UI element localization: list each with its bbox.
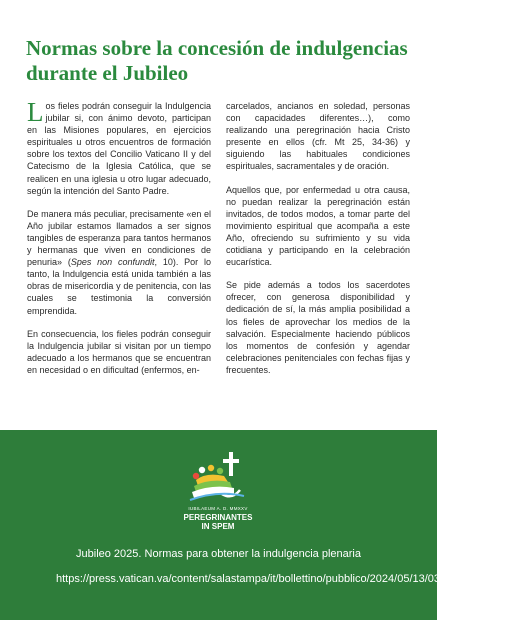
paragraph-2-text-a: De manera más peculiar, precisamente «en el Año jubilar estamos llamados a ser signos tangibles de esperanza para tantos hermanos y hermanas que viven en condiciones de penuria» ( (27, 208, 211, 268)
jubilee-logo-icon (178, 450, 258, 506)
paragraph-1 (27, 97, 211, 197)
dropcap-letter: L (27, 97, 44, 127)
logo-line-2: IN SPEM (201, 522, 235, 531)
logo-line-1: PEREGRINANTES (183, 513, 253, 522)
page-title: Normas sobre la concesión de indulgencias durante el Jubileo (26, 36, 408, 85)
right-column (226, 100, 410, 387)
citation-title: Spes non confundit (70, 257, 155, 268)
paragraph-3: En consecuencia, los fieles podrán conseguir la Indulgencia jubilar si visitan por un tiempo adecuado a los hermanos que se encuentran en necesidad o en dificultad (enfermos, en- (27, 328, 211, 375)
paragraph-2 (27, 208, 211, 317)
left-column (27, 97, 211, 387)
logo-main-text (178, 513, 258, 531)
paragraph-6: Se pide además a todos los sacerdotes ofrecer, con generosa disponibilidad y dedicación de sí, la más amplia posibilidad a los fieles de aprovechar los medios de la salvación. Especialmente haciendo públicos los momentos de confesión y agendar celebraciones penitenciales con fechas fijas y frecuentes. (226, 280, 410, 375)
logo-small-text: IUBILAEUM A. D. MMXXV (188, 506, 248, 511)
paragraph-4: carcelados, ancianos en soledad, personas con capacidades diferentes…), como realizando una peregrinación hacia Cristo presente en ellos (cfr. Mt 25, 34-36) y siguiendo las habituales condiciones espirituales, sacramentales y de oración. (226, 101, 410, 172)
footer-band (0, 430, 527, 620)
paragraph-1-text: os fieles podrán conseguir la Indulgencia jubilar si, con ánimo devoto, participan en las Misiones populares, en ejercicios espirituales u otros encuentros de formación sobre los textos del Concilio Vaticano II y del Catecismo de la Iglesia Católica, que se realicen en una iglesia u otro lugar adecuado, según la intención del Santo Padre. (27, 101, 211, 196)
footer-caption: Jubileo 2025. Normas para obtener la indulgencia plenaria (76, 548, 361, 560)
paragraph-5: Aquellos que, por enfermedad u otra causa, no puedan realizar la peregrinación están invitados, de todos modos, a tomar parte del movimiento espiritual que acompaña a este Año, ofreciendo su sufrimiento y su vida cotidiana y participando en la celebración eucarística. (226, 184, 410, 268)
jubilee-logo (178, 450, 258, 542)
paragraph-2-text-b: , 10). Por lo tanto, la Indulgencia está unida también a las obras de misericordia y de penitencia, con las cuales se testimonia la conversión emprendida. (27, 257, 211, 316)
source-link[interactable]: https://press.vatican.va/content/salastampa/it/bollettino/pubblico/2024/05/13/0392/00808.html#es (56, 573, 527, 585)
